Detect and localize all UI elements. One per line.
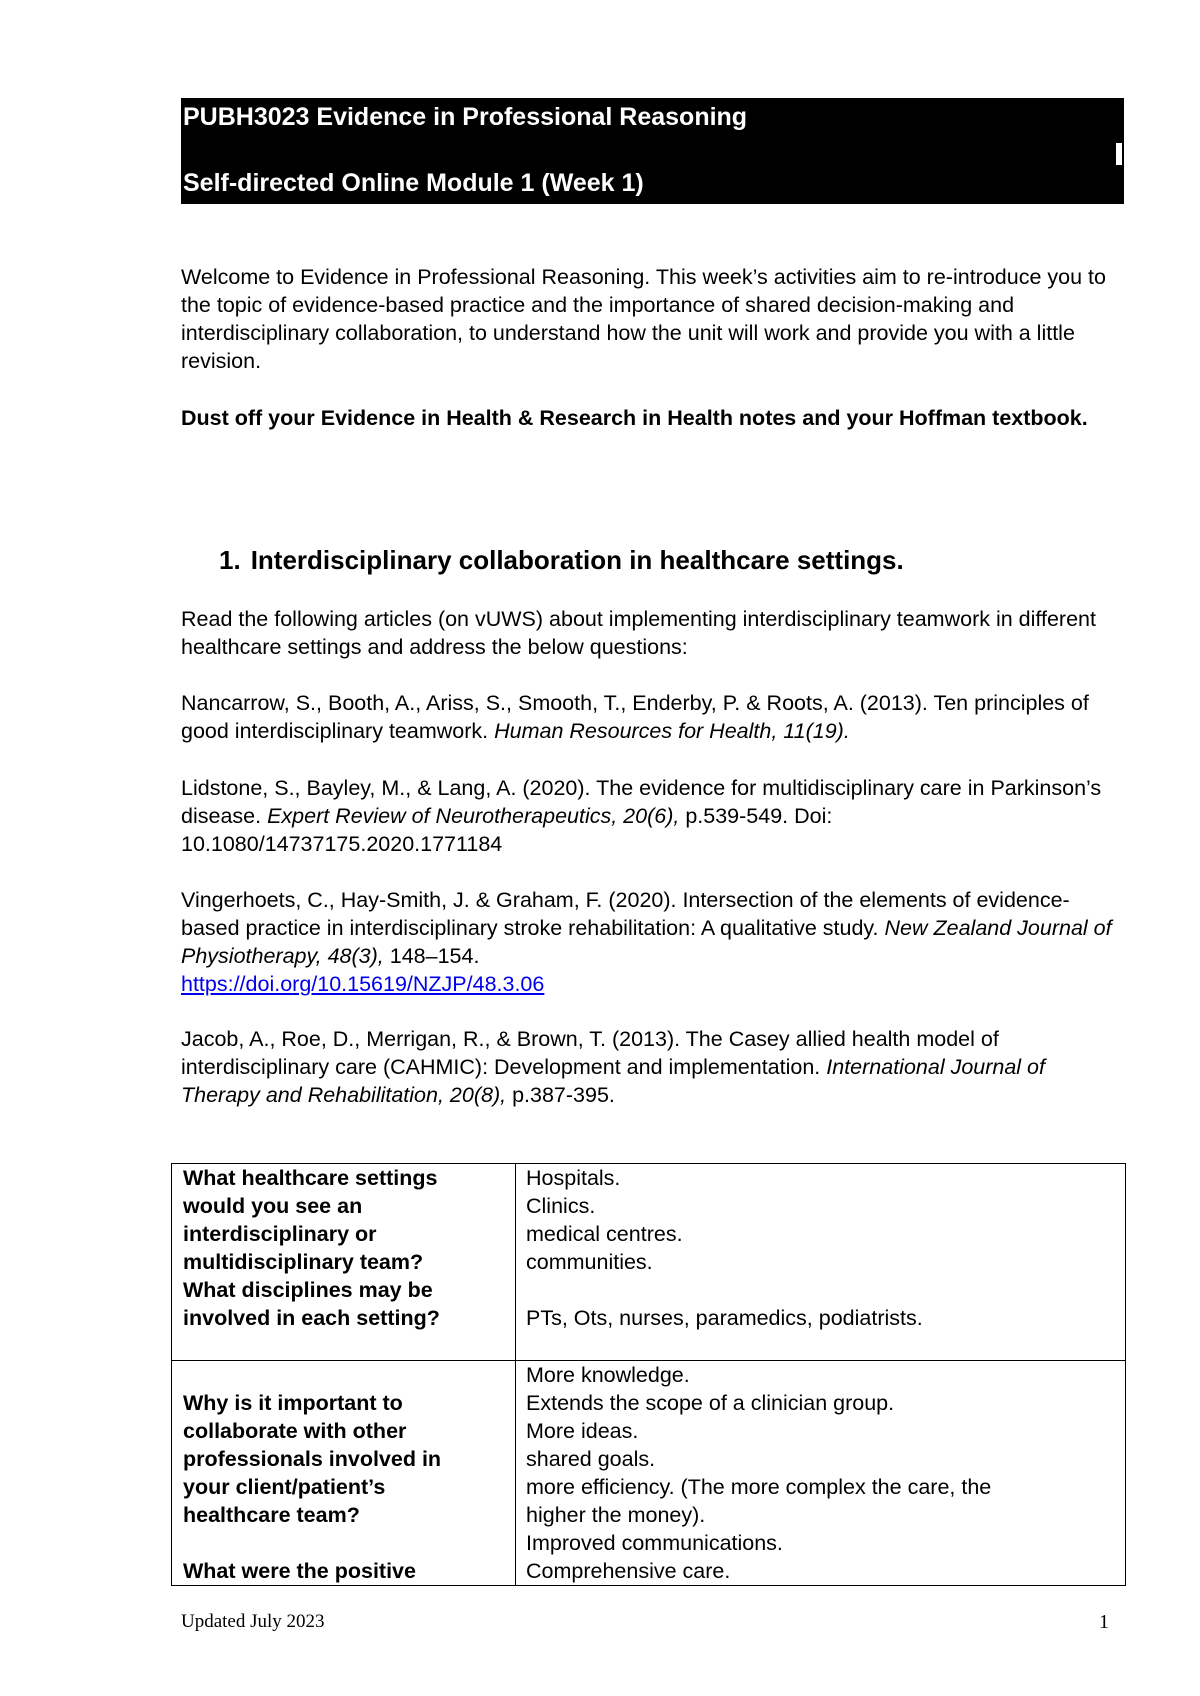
- question-line: collaborate with other: [183, 1419, 407, 1443]
- reference-authors: Vingerhoets, C., Hay-Smith, J. & Graham, F. (2020). Intersection of the elements of evidence-based practice in interdisciplinary stroke rehabilitation: A qualitative study.: [181, 888, 1070, 940]
- module-title: Self-directed Online Module 1 (Week 1): [183, 169, 644, 197]
- reference-lidstone: [181, 774, 1126, 858]
- answer-line: more efficiency. (The more complex the care, the: [526, 1475, 992, 1499]
- question-line: What were the positive: [183, 1559, 416, 1583]
- reference-journal: International Journal of Therapy and Rehabilitation, 20(8),: [181, 1055, 1045, 1107]
- intro-paragraph: Welcome to Evidence in Professional Reasoning. This week’s activities aim to re-introduce you to the topic of evidence-based practice and the importance of shared decision-making and interdisciplinary collaboration, to understand how the unit will work and provide you with a little revision.: [181, 265, 1106, 373]
- answer-line: Comprehensive care.: [526, 1559, 731, 1583]
- question-cell: [172, 1164, 516, 1361]
- question-line: professionals involved in: [183, 1447, 442, 1471]
- reference-authors: Lidstone, S., Bayley, M., & Lang, A. (2020). The evidence for multidisciplinary care in Parkinson’s disease.: [181, 776, 1102, 828]
- blank-line: [526, 1276, 1117, 1304]
- reference-jacob: [181, 1025, 1126, 1109]
- reference-tail: p.539-549. Doi: 10.1080/14737175.2020.1771184: [181, 804, 833, 856]
- question-line: What disciplines may be: [183, 1278, 433, 1302]
- section-1-number: 1.: [219, 545, 241, 575]
- question-line: interdisciplinary or: [183, 1222, 377, 1246]
- question-line: Why is it important to: [183, 1391, 403, 1415]
- reference-journal: New Zealand Journal of Physiotherapy, 48(3),: [181, 916, 1112, 968]
- answer-line: PTs, Ots, nurses, paramedics, podiatrists.: [526, 1306, 923, 1330]
- reference-journal: Human Resources for Health, 11(19).: [494, 719, 850, 743]
- table-row: [172, 1164, 1126, 1361]
- section-1-title: Interdisciplinary collaboration in healthcare settings.: [250, 545, 904, 575]
- question-line: What healthcare settings: [183, 1166, 438, 1190]
- reference-authors: Jacob, A., Roe, D., Merrigan, R., & Brown, T. (2013). The Casey allied health model of interdisciplinary care (CAHMIC): Development and implementation.: [181, 1027, 999, 1079]
- reference-authors: Nancarrow, S., Booth, A., Ariss, S., Smooth, T., Enderby, P. & Roots, A. (2013). Ten principles of good interdisciplinary teamwork.: [181, 691, 1089, 743]
- question-line: your client/patient’s: [183, 1475, 386, 1499]
- reading-instructions: Read the following articles (on vUWS) about implementing interdisciplinary teamwork in different healthcare settings and address the below questions:: [181, 607, 1096, 659]
- banner-text-cursor-mark: [1116, 143, 1122, 165]
- reference-nancarrow: [181, 689, 1126, 745]
- answer-line: medical centres.: [526, 1222, 683, 1246]
- reference-tail: p.387-395.: [506, 1083, 615, 1107]
- question-line: healthcare team?: [183, 1503, 360, 1527]
- page-number: 1: [1099, 1611, 1109, 1633]
- answer-line: Improved communications.: [526, 1531, 783, 1555]
- footer-updated-date: Updated July 2023: [181, 1611, 325, 1632]
- answer-line: Clinics.: [526, 1194, 596, 1218]
- question-line: multidisciplinary team?: [183, 1250, 424, 1274]
- title-banner: [181, 98, 1124, 204]
- reference-tail: 148–154.: [383, 944, 480, 968]
- answer-line: Extends the scope of a clinician group.: [526, 1391, 895, 1415]
- question-line: would you see an: [183, 1194, 363, 1218]
- answer-cell[interactable]: [516, 1361, 1126, 1586]
- answer-line: More knowledge.: [526, 1363, 690, 1387]
- table-row: [172, 1361, 1126, 1586]
- reference-vingerhoets: [181, 886, 1126, 998]
- answer-line: communities.: [526, 1250, 653, 1274]
- question-answer-table: [171, 1163, 1126, 1586]
- blank-line: [183, 1529, 507, 1557]
- answer-cell[interactable]: [516, 1164, 1126, 1361]
- course-title: PUBH3023 Evidence in Professional Reasoning: [183, 103, 748, 131]
- answer-line: More ideas.: [526, 1419, 639, 1443]
- answer-line: Hospitals.: [526, 1166, 621, 1190]
- section-1-heading: [219, 544, 904, 576]
- answer-line: shared goals.: [526, 1447, 656, 1471]
- doi-link[interactable]: https://doi.org/10.15619/NZJP/48.3.06: [181, 972, 545, 996]
- blank-line: [183, 1361, 507, 1389]
- answer-line: higher the money).: [526, 1503, 706, 1527]
- reference-journal: Expert Review of Neurotherapeutics, 20(6),: [267, 804, 680, 828]
- intro-bold-note: Dust off your Evidence in Health & Research in Health notes and your Hoffman textbook.: [181, 406, 1088, 430]
- question-line: involved in each setting?: [183, 1306, 440, 1330]
- question-cell: [172, 1361, 516, 1586]
